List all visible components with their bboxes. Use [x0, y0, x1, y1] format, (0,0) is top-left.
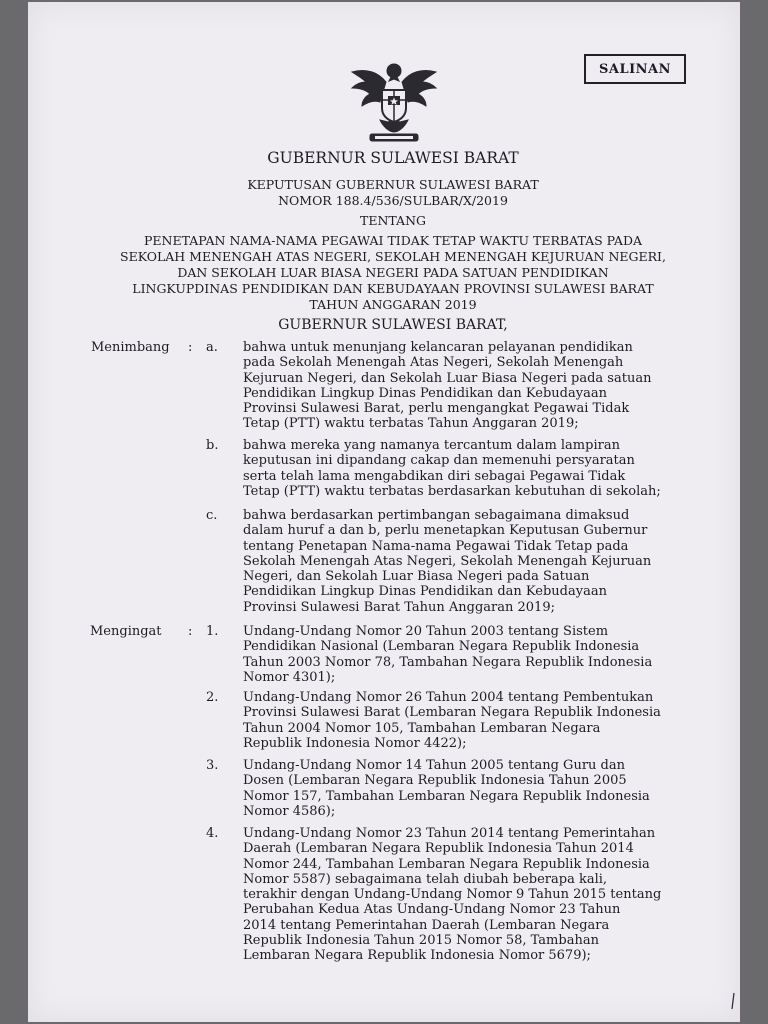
menimbang-colon: :: [188, 340, 193, 355]
mengingat-marker-4: 4.: [206, 826, 219, 841]
governor-heading: GUBERNUR SULAWESI BARAT: [267, 149, 519, 167]
mengingat-label: Mengingat: [90, 624, 162, 639]
decree-heading: KEPUTUSAN GUBERNUR SULAWESI BARAT: [247, 177, 539, 192]
mengingat-colon: :: [188, 624, 193, 639]
mengingat-item-3: Undang-Undang Nomor 14 Tahun 2005 tentang Guru dan Dosen (Lembaran Negara Republik Indonesia Tahun 2005 Nomor 157, Tambahan Lembaran Negara Republik Indonesia Nomor 4586);: [243, 758, 650, 819]
menimbang-marker-c: c.: [206, 508, 218, 523]
paraf-mark-icon: [730, 992, 736, 1010]
mengingat-marker-3: 3.: [206, 758, 219, 773]
menimbang-item-c: bahwa berdasarkan pertimbangan sebagaimana dimaksud dalam huruf a dan b, perlu menetapkan Keputusan Gubernur tentang Penetapan Nama-nama Pegawai Tidak Tetap pada Sekolah Menengah Atas Negeri, Sekolah Menengah Kejuruan Negeri, dan Sekolah Luar Biasa Negeri pada Satuan Pendidikan Lingkup Dinas Pendidikan dan Kebudayaan Provinsi Sulawesi Barat Tahun Anggaran 2019;: [243, 508, 652, 615]
menimbang-item-a: bahwa untuk menunjang kelancaran pelayanan pendidikan pada Sekolah Menengah Atas Negeri, Sekolah Menengah Kejuruan Negeri, dan Sekolah Luar Biasa Negeri pada satuan Pendidikan Lingkup Dinas Pendidikan dan Kebudayaan Provinsi Sulawesi Barat, perlu mengangkat Pegawai Tidak Tetap (PTT) waktu terbatas Tahun Anggaran 2019;: [243, 340, 652, 432]
menimbang-marker-b: b.: [206, 438, 219, 453]
mengingat-marker-1: 1.: [206, 624, 219, 639]
mengingat-marker-2: 2.: [206, 690, 219, 705]
decree-title: PENETAPAN NAMA-NAMA PEGAWAI TIDAK TETAP WAKTU TERBATAS PADA SEKOLAH MENENGAH ATAS NEGERI, SEKOLAH MENENGAH KEJURUAN NEGERI, DAN SEKOLAH LUAR BIASA NEGERI PADA SATUAN PENDIDIKAN LINGKUPDINAS PENDIDIKAN DAN KEBUDAYAAN PROVINSI SULAWESI BARAT TAHUN ANGGARAN 2019: [120, 233, 666, 312]
decree-number: NOMOR 188.4/536/SULBAR/X/2019: [278, 193, 508, 208]
menimbang-marker-a: a.: [206, 340, 218, 355]
mengingat-item-2: Undang-Undang Nomor 26 Tahun 2004 tentang Pembentukan Provinsi Sulawesi Barat (Lembaran Negara Republik Indonesia Tahun 2004 Nomor 105, Tambahan Lembaran Negara Republik Indonesia Nomor 4422);: [243, 690, 661, 751]
menimbang-label: Menimbang: [91, 340, 170, 355]
menimbang-item-b: bahwa mereka yang namanya tercantum dalam lampiran keputusan ini dipandang cakap dan memenuhi persyaratan serta telah lama mengabdikan diri sebagai Pegawai Tidak Tetap (PTT) waktu terbatas berdasarkan kebutuhan di sekolah;: [243, 438, 661, 499]
tentang-heading: TENTANG: [359, 213, 426, 228]
garuda-emblem-icon: [348, 60, 440, 146]
mengingat-item-1: Undang-Undang Nomor 20 Tahun 2003 tentang Sistem Pendidikan Nasional (Lembaran Negara Republik Indonesia Tahun 2003 Nomor 78, Tambahan Negara Republik Indonesia Nomor 4301);: [243, 624, 653, 685]
authority-heading: GUBERNUR SULAWESI BARAT,: [278, 317, 508, 333]
salinan-stamp: SALINAN: [584, 54, 686, 84]
mengingat-item-4: Undang-Undang Nomor 23 Tahun 2014 tentang Pemerintahan Daerah (Lembaran Negara Republik Indonesia Tahun 2014 Nomor 244, Tambahan Lembaran Negara Republik Indonesia Nomor 5587) sebagaimana telah diubah beberapa kali, terakhir dengan Undang-Undang Nomor 9 Tahun 2015 tentang Perubahan Kedua Atas Undang-Undang Nomor 23 Tahun 2014 tentang Pemerintahan Daerah (Lembaran Negara Republik Indonesia Tahun 2015 Nomor 58, Tambahan Lembaran Negara Republik Indonesia Nomor 5679);: [243, 826, 662, 964]
